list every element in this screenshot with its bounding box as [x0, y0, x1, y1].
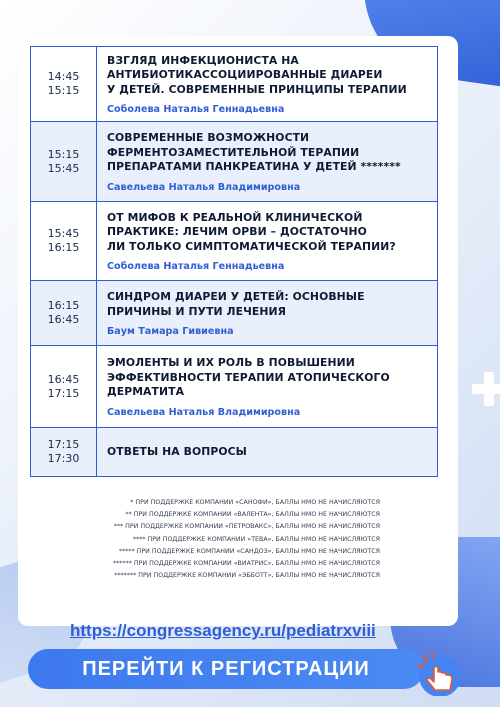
- end-time: 16:45: [47, 313, 80, 326]
- talk-cell: [97, 202, 437, 280]
- speaker-name: Савельева Наталья Владимировна: [107, 406, 301, 418]
- footnote: ** ПРИ ПОДДЕРЖКЕ КОМПАНИИ «ВАЛЕНТА», БАЛЛЫ НМО НЕ НАЧИСЛЯЮТСЯ: [125, 511, 380, 519]
- talk-cell: [97, 47, 437, 121]
- speaker-name: Соболева Наталья Геннадьевна: [107, 261, 285, 273]
- time-cell: [31, 346, 97, 427]
- talk-title: [107, 54, 429, 98]
- talk-title: [107, 131, 429, 175]
- start-time: 17:15: [47, 438, 80, 451]
- plus-icon: [472, 372, 500, 406]
- talk-title-line: ЭФФЕКТИВНОСТИ ТЕРАПИИ АТОПИЧЕСКОГО: [107, 370, 390, 384]
- schedule-row: [31, 122, 437, 202]
- end-time: 15:15: [47, 84, 80, 97]
- talk-title-line: ВЗГЛЯД ИНФЕКЦИОНИСТА НА: [107, 53, 299, 67]
- talk-title-line: ЛИ ТОЛЬКО СИМПТОМАТИЧЕСКОЙ ТЕРАПИИ?: [107, 239, 396, 253]
- schedule-row: [31, 281, 437, 346]
- pointing-hand-icon: [410, 646, 464, 696]
- schedule-row: [31, 202, 437, 281]
- talk-title-line: ПРАКТИКЕ: ЛЕЧИМ ОРВИ – ДОСТАТОЧНО: [107, 225, 367, 239]
- register-button-label: ПЕРЕЙТИ К РЕГИСТРАЦИИ: [82, 657, 370, 680]
- footnote: **** ПРИ ПОДДЕРЖКЕ КОМПАНИИ «ТЕВА», БАЛЛЫ НМО НЕ НАЧИСЛЯЮТСЯ: [132, 535, 380, 543]
- talk-title-line: ОТВЕТЫ НА ВОПРОСЫ: [107, 445, 247, 459]
- end-time: 17:15: [47, 386, 80, 400]
- start-time: 14:45: [47, 70, 80, 83]
- talk-title-line: СИНДРОМ ДИАРЕИ У ДЕТЕЙ: ОСНОВНЫЕ: [107, 290, 365, 303]
- end-time: 16:15: [47, 241, 80, 254]
- time-cell: [31, 281, 97, 345]
- sponsor-footnotes: [0, 497, 380, 582]
- start-time: 15:45: [47, 227, 80, 240]
- talk-cell: [97, 346, 437, 427]
- time-cell: [31, 202, 97, 280]
- registration-link[interactable]: https://congressagency.ru/pediatrxviii: [70, 621, 376, 640]
- end-time: 15:45: [47, 161, 80, 175]
- start-time: 15:15: [47, 147, 80, 161]
- schedule-row: [31, 47, 437, 122]
- talk-title-line: ЭМОЛЕНТЫ И ИХ РОЛЬ В ПОВЫШЕНИИ: [107, 356, 355, 370]
- talk-cell: [97, 428, 437, 476]
- talk-title-line: ДЕРМАТИТА: [107, 385, 185, 399]
- schedule-row: [31, 428, 437, 476]
- talk-title: [107, 356, 429, 400]
- time-cell: [31, 428, 97, 476]
- speaker-name: Соболева Наталья Геннадьевна: [107, 104, 285, 116]
- talk-title: [107, 290, 429, 319]
- register-button[interactable]: [28, 649, 424, 689]
- talk-title-line: У ДЕТЕЙ. СОВРЕМЕННЫЕ ПРИНЦИПЫ ТЕРАПИИ: [107, 82, 407, 96]
- schedule-table: [30, 46, 438, 477]
- end-time: 17:30: [47, 452, 80, 465]
- talk-title: [107, 445, 429, 460]
- footnote: *** ПРИ ПОДДЕРЖКЕ КОМПАНИИ «ПЕТРОВАКС», БАЛЛЫ НМО НЕ НАЧИСЛЯЮТСЯ: [113, 523, 380, 531]
- talk-title: [107, 211, 429, 255]
- talk-title-line: СОВРЕМЕННЫЕ ВОЗМОЖНОСТИ: [107, 131, 310, 145]
- time-cell: [31, 122, 97, 201]
- talk-cell: [97, 122, 437, 201]
- footnote: ******* ПРИ ПОДДЕРЖКЕ КОМПАНИИ «ЭББОТТ», БАЛЛЫ НМО НЕ НАЧИСЛЯЮТСЯ: [114, 572, 380, 580]
- start-time: 16:45: [47, 372, 80, 386]
- footnote: * ПРИ ПОДДЕРЖКЕ КОМПАНИИ «САНОФИ», БАЛЛЫ НМО НЕ НАЧИСЛЯЮТСЯ: [130, 499, 380, 506]
- schedule-row: [31, 346, 437, 428]
- talk-title-line: ОТ МИФОВ К РЕАЛЬНОЙ КЛИНИЧЕСКОЙ: [107, 210, 363, 224]
- speaker-name: Савельева Наталья Владимировна: [107, 181, 301, 193]
- talk-title-line: ПРИЧИНЫ И ПУТИ ЛЕЧЕНИЯ: [107, 304, 287, 318]
- talk-title-line: ФЕРМЕНТОЗАМЕСТИТЕЛЬНОЙ ТЕРАПИИ: [107, 145, 360, 159]
- talk-title-line: АНТИБИОТИКАССОЦИИРОВАННЫЕ ДИАРЕИ: [107, 68, 383, 82]
- talk-cell: [97, 281, 437, 345]
- start-time: 16:15: [47, 299, 80, 312]
- talk-title-line: ПРЕПАРАТАМИ ПАНКРЕАТИНА У ДЕТЕЙ *******: [107, 160, 401, 174]
- time-cell: [31, 47, 97, 121]
- footnote: ****** ПРИ ПОДДЕРЖКЕ КОМПАНИИ «ВИАТРИС», БАЛЛЫ НМО НЕ НАЧИСЛЯЮТСЯ: [112, 560, 380, 568]
- footnote: ***** ПРИ ПОДДЕРЖКЕ КОМПАНИИ «САНДОЗ», БАЛЛЫ НМО НЕ НАЧИСЛЯЮТСЯ: [118, 547, 380, 555]
- speaker-name: Баум Тамара Гивиевна: [107, 326, 234, 337]
